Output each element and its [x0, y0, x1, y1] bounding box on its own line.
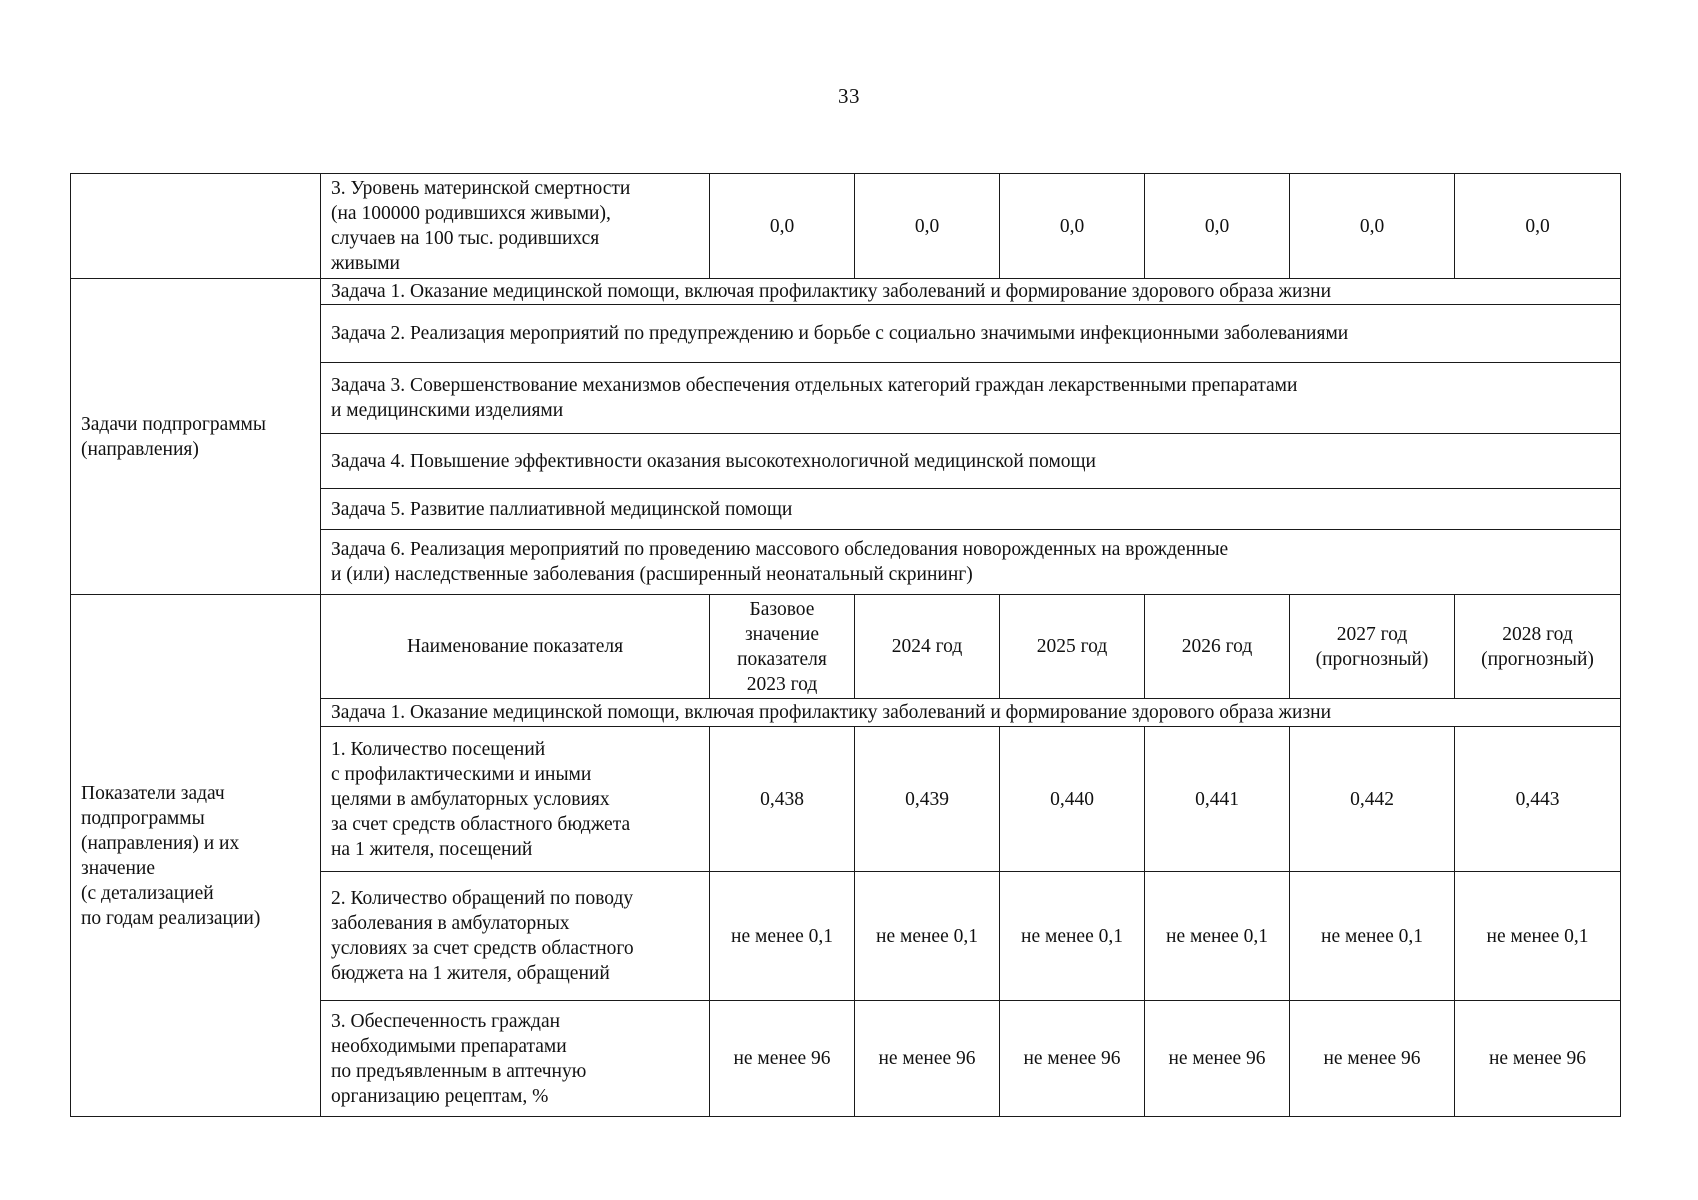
value-cell: не менее 0,1 — [1145, 872, 1290, 1001]
indicators-header-row — [71, 595, 1621, 699]
value-cell: 0,0 — [710, 174, 855, 279]
value-cell: 0,0 — [1455, 174, 1621, 279]
value-cell: 0,441 — [1145, 727, 1290, 872]
subprogram-passport-table — [70, 173, 1621, 1117]
value-cell: 0,0 — [1145, 174, 1290, 279]
value-cell: 0,0 — [855, 174, 1000, 279]
column-header-2026: 2026 год — [1145, 595, 1290, 699]
task-4: Задача 4. Повышение эффективности оказания высокотехнологичной медицинской помощи — [321, 434, 1621, 489]
value-cell: не менее 96 — [710, 1001, 855, 1117]
column-header-base: Базовое значение показателя 2023 год — [710, 595, 855, 699]
indicator-label: 2. Количество обращений по поводу заболевания в амбулаторных условиях за счет средств областного бюджета на 1 жителя, обращений — [321, 872, 710, 1001]
value-cell: не менее 96 — [1290, 1001, 1455, 1117]
value-cell: не менее 0,1 — [1455, 872, 1621, 1001]
value-cell: 0,0 — [1290, 174, 1455, 279]
value-cell: не менее 96 — [855, 1001, 1000, 1117]
column-header-2025: 2025 год — [1000, 595, 1145, 699]
column-header-name: Наименование показателя — [321, 595, 710, 699]
task-2: Задача 2. Реализация мероприятий по предупреждению и борьбе с социально значимыми инфекционными заболеваниями — [321, 305, 1621, 363]
value-cell: 0,0 — [1000, 174, 1145, 279]
value-cell: не менее 0,1 — [710, 872, 855, 1001]
value-cell: не менее 0,1 — [1290, 872, 1455, 1001]
value-cell: 0,440 — [1000, 727, 1145, 872]
value-cell: 0,438 — [710, 727, 855, 872]
tasks-heading: Задачи подпрограммы (направления) — [71, 279, 321, 595]
column-header-2027: 2027 год (прогнозный) — [1290, 595, 1455, 699]
indicator-label: 3. Обеспеченность граждан необходимыми препаратами по предъявленным в аптечную организацию рецептам, % — [321, 1001, 710, 1117]
indicator-label: 3. Уровень материнской смертности (на 100000 родившихся живыми), случаев на 100 тыс. родившихся живыми — [321, 174, 710, 279]
task-6: Задача 6. Реализация мероприятий по проведению массового обследования новорожденных на врожденные и (или) наследственные заболевания (расширенный неонатальный скрининг) — [321, 530, 1621, 595]
indicator-label: 1. Количество посещений с профилактическими и иными целями в амбулаторных условиях за счет средств областного бюджета на 1 жителя, посещений — [321, 727, 710, 872]
value-cell: не менее 0,1 — [855, 872, 1000, 1001]
task-3: Задача 3. Совершенствование механизмов обеспечения отдельных категорий граждан лекарственными препаратами и медицинскими изделиями — [321, 363, 1621, 434]
indicators-heading: Показатели задач подпрограммы (направления) и их значение (с детализацией по годам реализации) — [71, 595, 321, 1117]
value-cell: 0,439 — [855, 727, 1000, 872]
value-cell: не менее 96 — [1000, 1001, 1145, 1117]
column-header-2028: 2028 год (прогнозный) — [1455, 595, 1621, 699]
value-cell: не менее 96 — [1145, 1001, 1290, 1117]
task-row — [71, 279, 1621, 305]
page-number: 33 — [838, 84, 860, 108]
empty-cell — [71, 174, 321, 279]
table-row-maternal-mortality — [71, 174, 1621, 279]
task-1-subheader: Задача 1. Оказание медицинской помощи, включая профилактику заболеваний и формирование здорового образа жизни — [321, 699, 1621, 727]
value-cell: 0,443 — [1455, 727, 1621, 872]
task-5: Задача 5. Развитие паллиативной медицинской помощи — [321, 489, 1621, 530]
value-cell: не менее 96 — [1455, 1001, 1621, 1117]
column-header-2024: 2024 год — [855, 595, 1000, 699]
value-cell: 0,442 — [1290, 727, 1455, 872]
task-1: Задача 1. Оказание медицинской помощи, включая профилактику заболеваний и формирование здорового образа жизни — [321, 279, 1621, 305]
value-cell: не менее 0,1 — [1000, 872, 1145, 1001]
